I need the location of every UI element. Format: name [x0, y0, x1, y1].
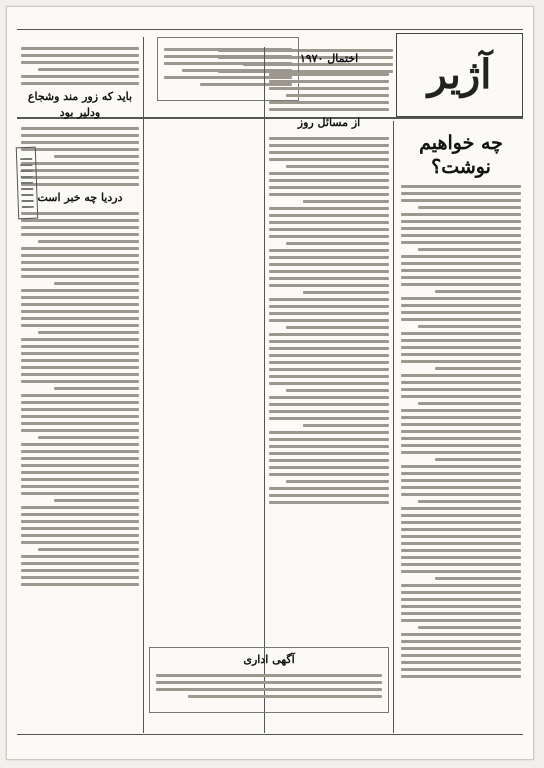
column-rule-3 [143, 37, 144, 733]
column-rule-1 [393, 121, 394, 733]
archive-stamp [16, 147, 39, 220]
masthead [396, 33, 523, 117]
column-rule-2 [264, 47, 265, 733]
headline-left-top: باید که زور مند وشجاع ودلیر بود [27, 90, 133, 119]
bottom-rule [17, 734, 523, 735]
masthead-title: آژیر [427, 51, 492, 98]
newspaper-page [6, 6, 534, 760]
column-left [21, 43, 139, 590]
headline-main: چه خواهیم نوشت؟ [419, 132, 503, 178]
top-info-bar [17, 15, 523, 29]
headline-left-mid: دردیا چه خبر است [37, 191, 123, 204]
top-rule [17, 29, 523, 30]
ad-box [149, 647, 389, 713]
column-main [401, 127, 521, 682]
date-box-title: اختمال ۱۹۷۰ [299, 52, 359, 65]
footer [17, 743, 523, 753]
headline-ad: آگهی اداری [243, 653, 295, 666]
headline-center: از مسائل روز [297, 116, 361, 129]
column-center [269, 47, 389, 508]
